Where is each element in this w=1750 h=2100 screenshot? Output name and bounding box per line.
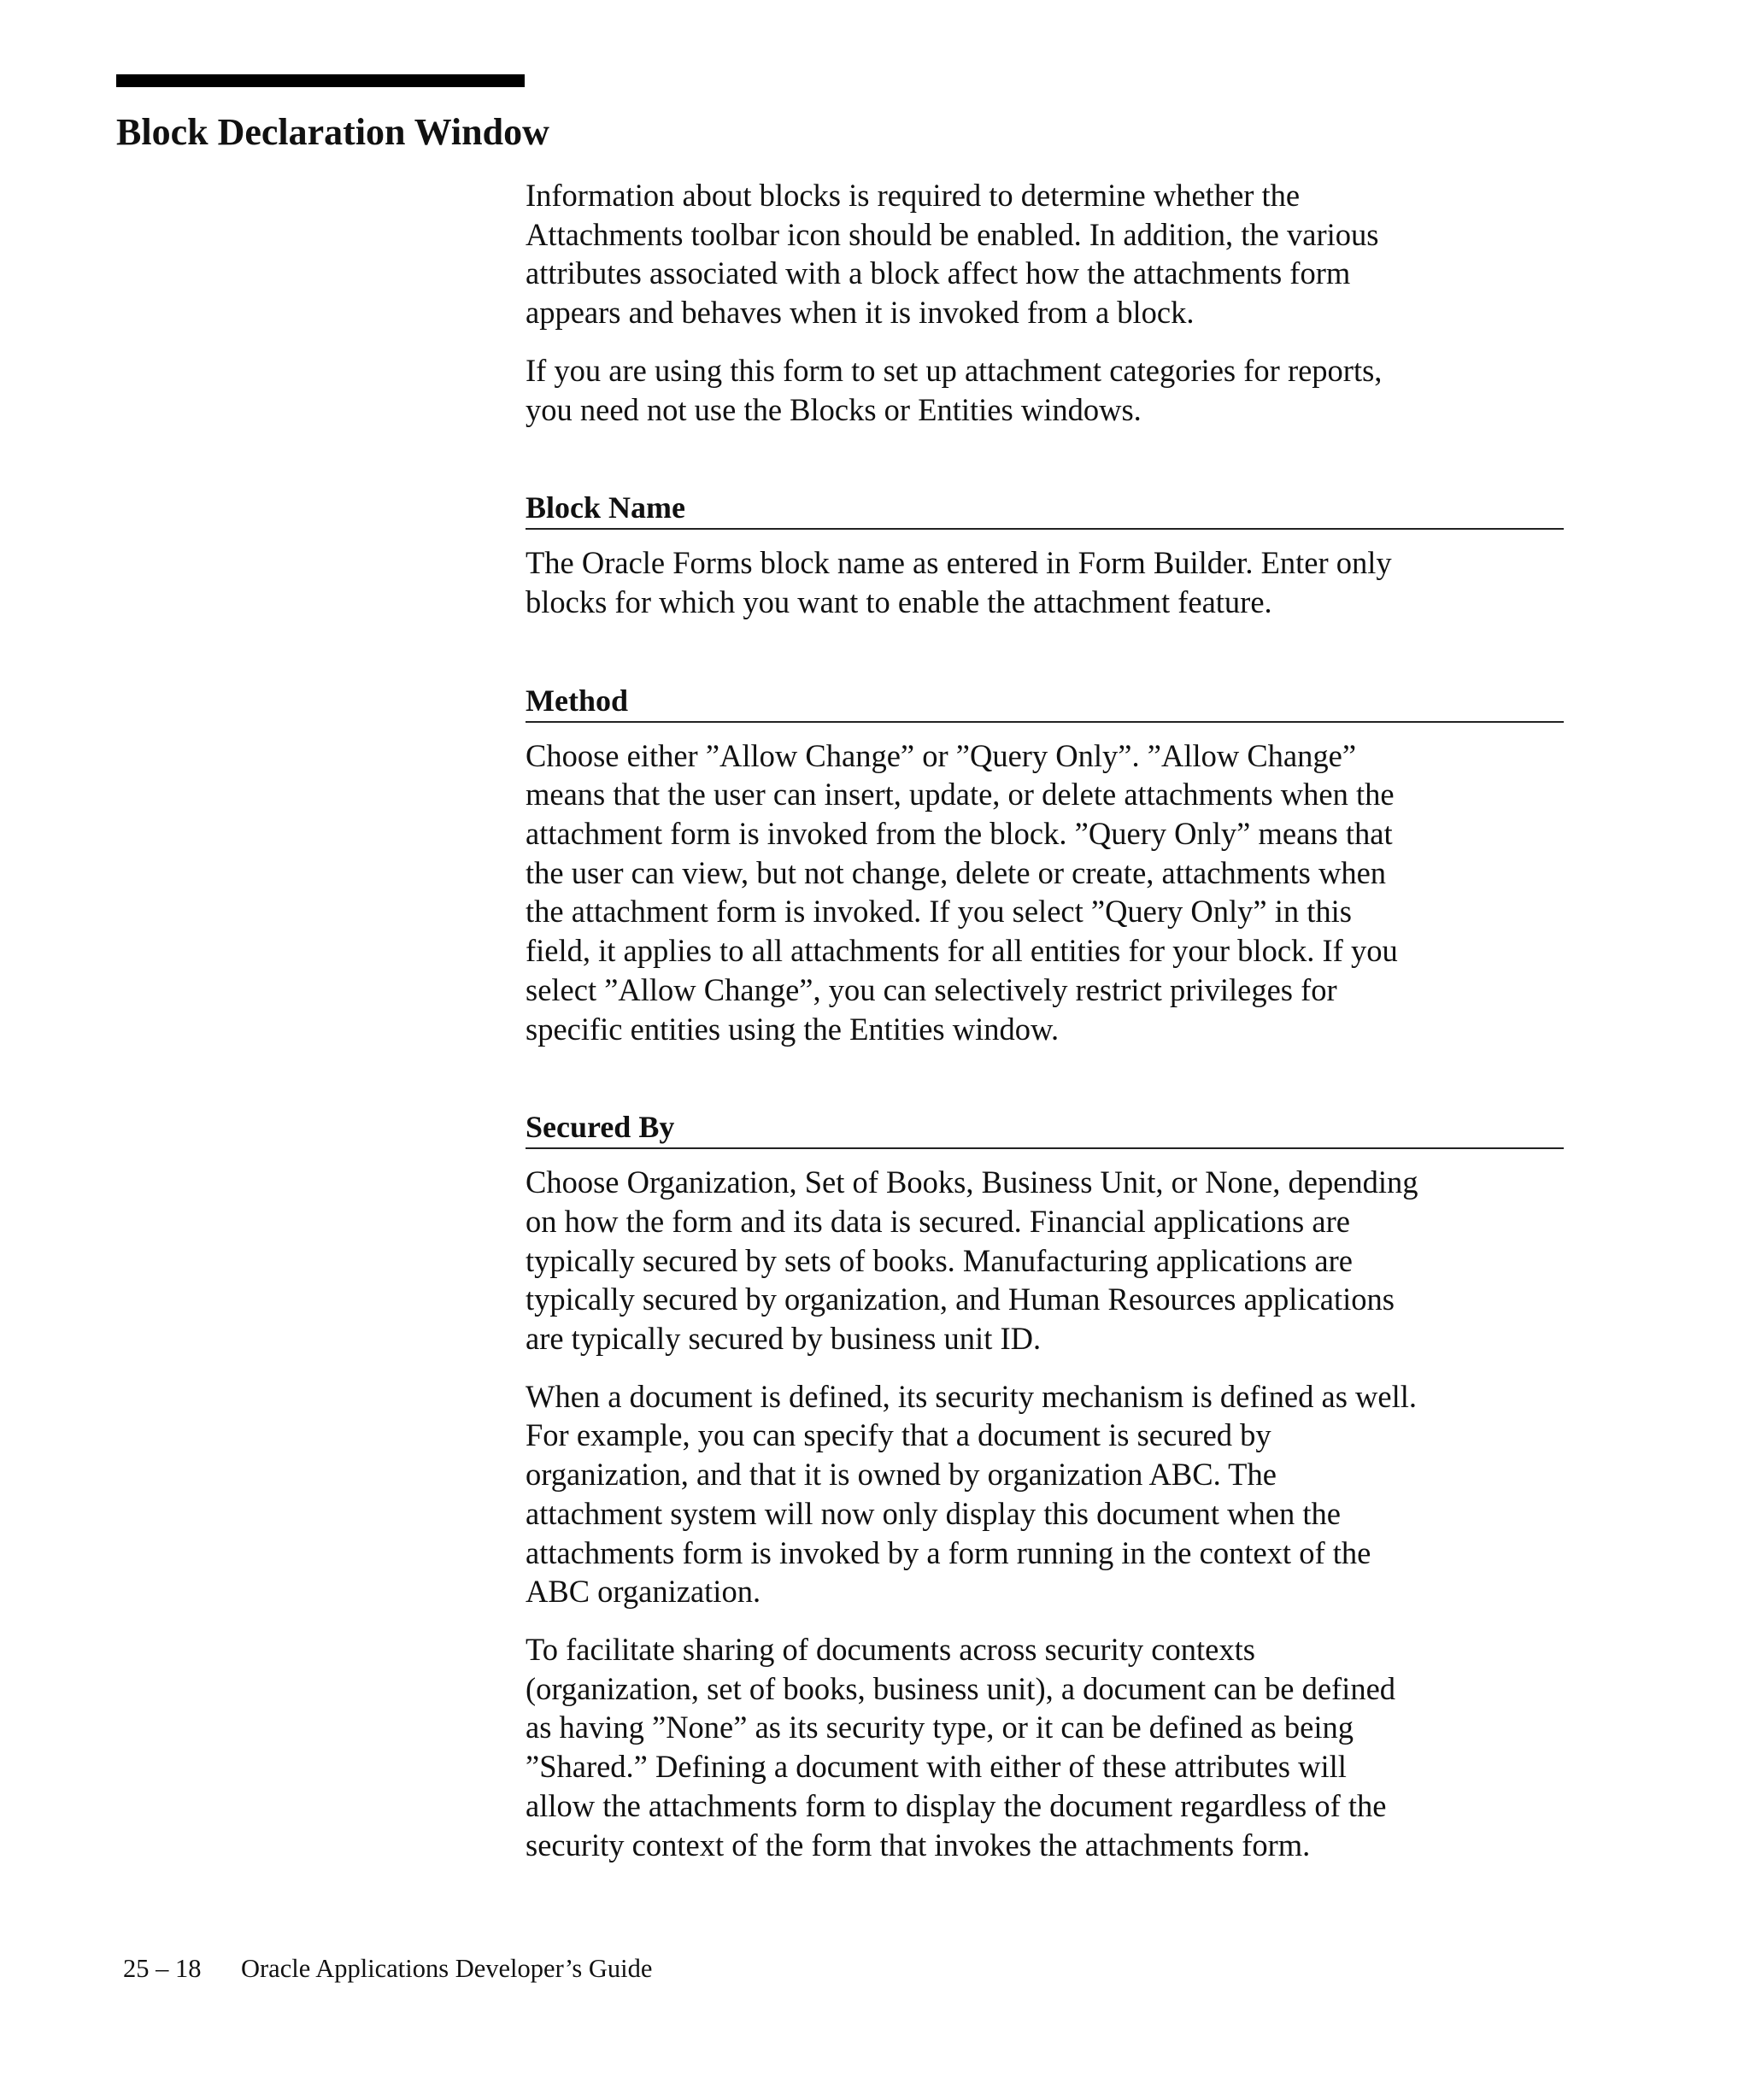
- field-heading: Block Name: [526, 489, 1564, 530]
- field-description: The Oracle Forms block name as entered in Form Builder. Enter only blocks for which you want to enable the attachment feature.: [526, 545, 1392, 619]
- field-description: Choose either ”Allow Change” or ”Query Only”. ”Allow Change” means that the user can insert, update, or delete attachments when the attachment form is invoked from the block. ”Query Only” means that the user can view, but not change, delete or create, attachments when the attachment form is invoked. If you select ”Query Only” in this field, it applies to all attachments for all entities for your block. If you select ”Allow Change”, you can selectively restrict privileges for specific entities using the Entities window.: [526, 737, 1398, 1047]
- page-footer: [123, 1953, 652, 1984]
- field-description: When a document is defined, its security mechanism is defined as well. For example, you can specify that a document is secured by organization, and that it is owned by organization ABC. The attachment system will now only display this document when the attachments form is invoked by a form running in the context of the ABC organization.: [526, 1378, 1417, 1610]
- section-top-rule: [116, 74, 525, 87]
- field-heading: Method: [526, 682, 1564, 723]
- section-body: [526, 176, 1564, 1883]
- field-method: [526, 682, 1564, 1049]
- book-title: Oracle Applications Developer’s Guide: [241, 1954, 653, 1983]
- field-description: Choose Organization, Set of Books, Business Unit, or None, depending on how the form and its data is secured. Financial applications are typically secured by sets of books. Manufacturing applications are typically secured by organization, and Human Resources applications are typically secured by business unit ID.: [526, 1164, 1418, 1357]
- field-secured-by: [526, 1108, 1564, 1864]
- intro-paragraph: If you are using this form to set up attachment categories for reports, you need not use the Blocks or Entities windows.: [526, 352, 1383, 427]
- field-description: To facilitate sharing of documents across security contexts (organization, set of books, business unit), a document can be defined as having ”None” as its security type, or it can be defined as being ”Shared.” Defining a document with either of these attributes will allow the attachments form to display the document regardless of the security context of the form that invokes the attachments form.: [526, 1631, 1396, 1862]
- field-heading: Secured By: [526, 1108, 1564, 1149]
- page-number: 25 – 18: [123, 1954, 202, 1983]
- section-title: Block Declaration Window: [116, 111, 549, 153]
- intro-paragraph: Information about blocks is required to determine whether the Attachments toolbar icon should be enabled. In addition, the various attributes associated with a block affect how the attachments form appears and behaves when it is invoked from a block.: [526, 178, 1379, 331]
- field-block-name: [526, 489, 1564, 621]
